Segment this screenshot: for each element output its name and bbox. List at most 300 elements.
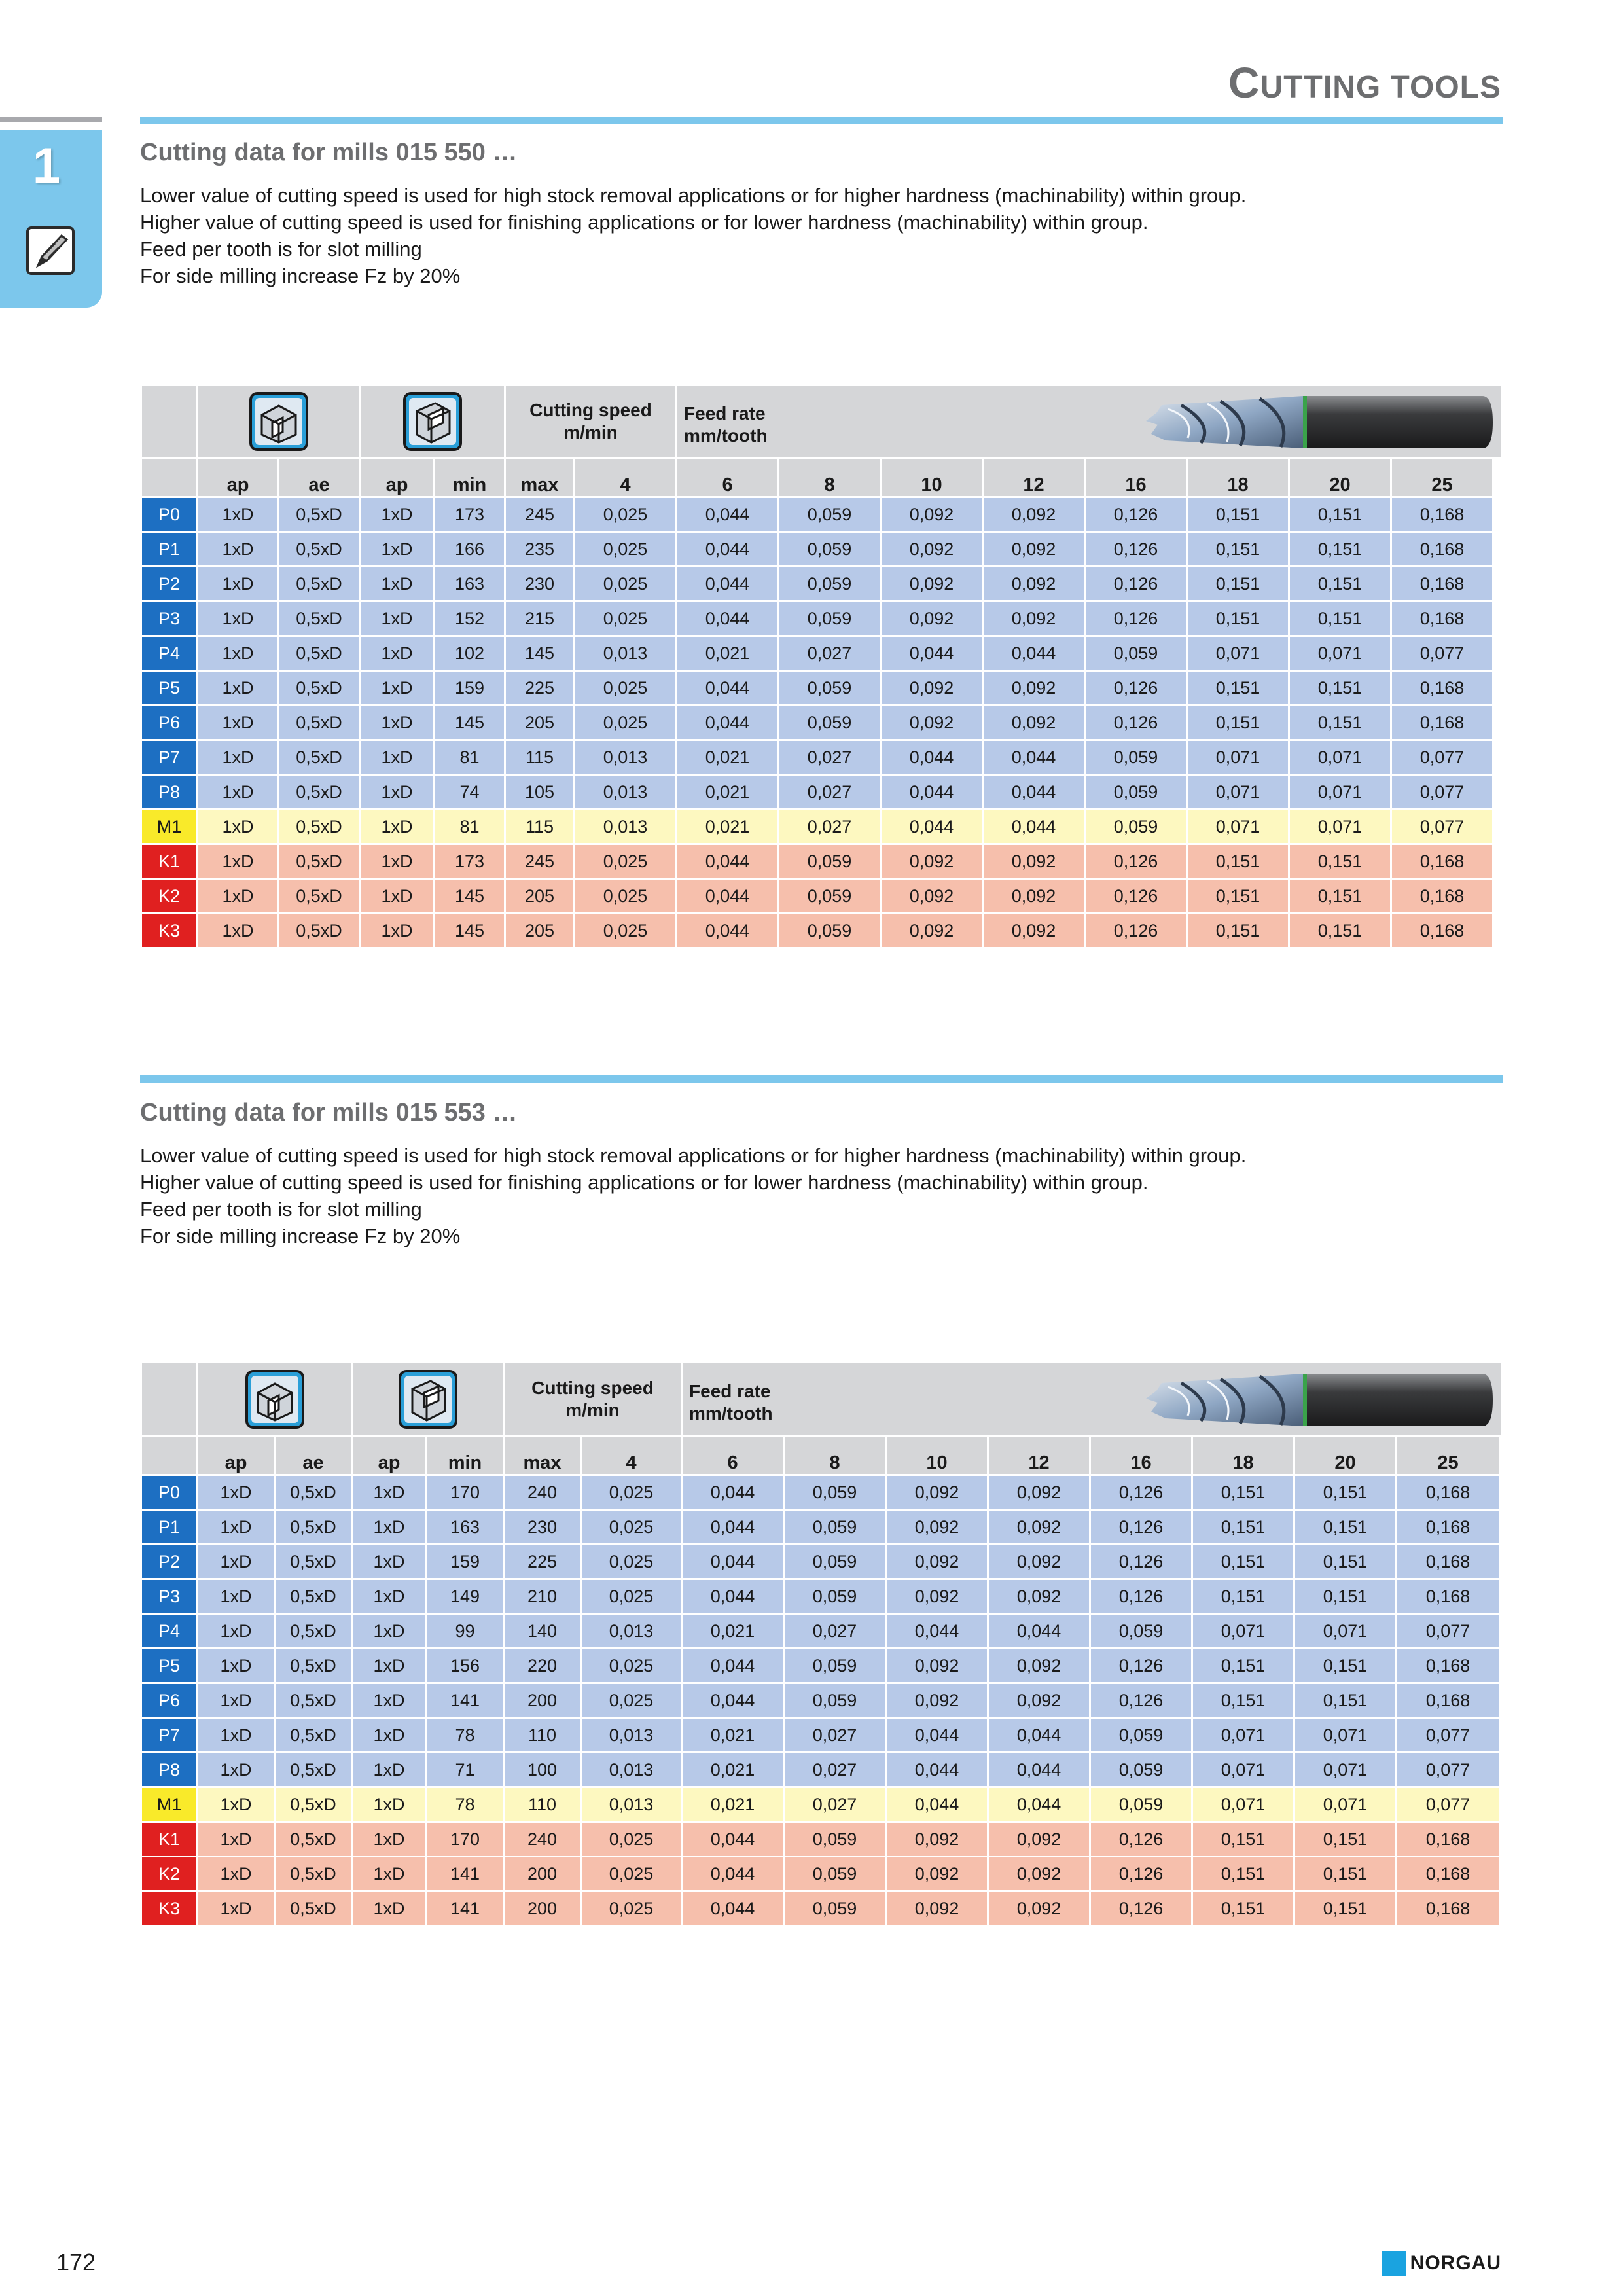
table-cell: 1xD — [360, 532, 435, 567]
column-header: 6 — [677, 459, 779, 497]
table-cell: 1xD — [352, 1475, 427, 1510]
table-cell: 0,092 — [988, 1545, 1090, 1579]
table-row — [141, 532, 1502, 567]
chapter-divider — [0, 117, 102, 122]
table-cell: 1xD — [198, 914, 279, 948]
table-cell: 205 — [505, 879, 575, 914]
table-cell: 0,025 — [581, 1475, 682, 1510]
table-cell: 0,044 — [682, 1822, 784, 1857]
table-cell: 0,059 — [1085, 740, 1187, 775]
table-cell: 0,025 — [581, 1683, 682, 1718]
table-cell: 0,044 — [682, 1892, 784, 1926]
table-cell: 1xD — [198, 1579, 275, 1614]
table-cell: 230 — [504, 1510, 581, 1545]
column-header: ap — [198, 1437, 275, 1475]
table-cell: 1xD — [198, 497, 279, 532]
table-cell: 0,059 — [1085, 810, 1187, 844]
table-cell: 1xD — [360, 879, 435, 914]
table-cell: 0,013 — [575, 775, 677, 810]
table-row — [141, 1787, 1502, 1822]
table-cell: 0,168 — [1397, 1822, 1500, 1857]
material-group-code: P0 — [141, 1475, 198, 1510]
table-row — [141, 1614, 1502, 1649]
table-cell: 0,025 — [575, 671, 677, 706]
table-cell: 1xD — [360, 601, 435, 636]
column-header-blank — [141, 459, 198, 497]
table-cell: 1xD — [360, 567, 435, 601]
table-cell: 0,5xD — [275, 1649, 352, 1683]
table-cell: 0,059 — [779, 497, 881, 532]
table-cell: 0,5xD — [279, 567, 360, 601]
table-cell: 0,092 — [881, 567, 983, 601]
table-cell: 0,025 — [575, 497, 677, 532]
table-cell: 0,092 — [983, 706, 1085, 740]
table-cell: 149 — [427, 1579, 504, 1614]
table-cell: 0,168 — [1391, 532, 1493, 567]
table-cell: 1xD — [198, 1787, 275, 1822]
table-cell: 78 — [427, 1718, 504, 1753]
feed-rate-header — [677, 385, 1502, 459]
table-cell: 0,021 — [682, 1718, 784, 1753]
mill-icon — [26, 226, 75, 275]
table-cell: 0,5xD — [275, 1753, 352, 1787]
table-cell: 0,027 — [784, 1718, 886, 1753]
table-cell: 225 — [504, 1545, 581, 1579]
table-cell: 1xD — [198, 810, 279, 844]
table-cell: 0,092 — [988, 1892, 1090, 1926]
table-cell: 235 — [505, 532, 575, 567]
table-cell: 0,092 — [983, 601, 1085, 636]
table-cell: 0,092 — [886, 1857, 988, 1892]
material-group-code: P6 — [141, 1683, 198, 1718]
table-cell: 145 — [435, 879, 505, 914]
material-group-code: K1 — [141, 1822, 198, 1857]
table-cell: 0,151 — [1187, 567, 1289, 601]
column-header: 6 — [682, 1437, 784, 1475]
table-cell: 0,044 — [677, 671, 779, 706]
table-cell: 0,025 — [581, 1892, 682, 1926]
table-cell: 1xD — [352, 1892, 427, 1926]
page-header-title: CUTTING TOOLS — [1228, 58, 1501, 107]
note-line: Higher value of cutting speed is used for finishing applications or for lower hardness (machinability) within group. — [140, 1171, 1149, 1194]
table-row — [141, 914, 1502, 948]
end-mill-image — [1142, 392, 1495, 452]
feed-rate-unit: mm/tooth — [689, 1403, 773, 1424]
column-header: 8 — [784, 1437, 886, 1475]
table-cell: 0,059 — [1085, 775, 1187, 810]
table-cell: 0,168 — [1397, 1579, 1500, 1614]
table-cell: 1xD — [352, 1857, 427, 1892]
table-cell: 0,025 — [575, 532, 677, 567]
table-cell: 100 — [504, 1753, 581, 1787]
table-cell: 0,025 — [575, 914, 677, 948]
table-cell: 0,059 — [779, 601, 881, 636]
table-cell: 0,151 — [1192, 1475, 1294, 1510]
slot-milling-icon — [249, 391, 309, 452]
table-cell: 1xD — [352, 1545, 427, 1579]
table-cell: 1xD — [198, 671, 279, 706]
table-cell: 0,059 — [784, 1683, 886, 1718]
table-cell: 0,059 — [784, 1649, 886, 1683]
table-cell: 0,027 — [779, 775, 881, 810]
table-cell: 102 — [435, 636, 505, 671]
table-cell: 0,5xD — [279, 636, 360, 671]
table-cell: 0,168 — [1397, 1683, 1500, 1718]
material-group-code: P5 — [141, 1649, 198, 1683]
table-cell: 0,077 — [1391, 636, 1493, 671]
table-cell: 166 — [435, 532, 505, 567]
material-group-code: K3 — [141, 914, 198, 948]
table-cell: 0,151 — [1192, 1857, 1294, 1892]
material-group-code: P5 — [141, 671, 198, 706]
table-cell: 1xD — [198, 567, 279, 601]
table-cell: 0,126 — [1085, 671, 1187, 706]
note-line: Lower value of cutting speed is used for high stock removal applications or for higher hardness (machinability) within group. — [140, 1144, 1247, 1167]
table-cell: 245 — [505, 497, 575, 532]
table-cell: 1xD — [352, 1649, 427, 1683]
table-cell: 0,126 — [1085, 914, 1187, 948]
table-cell: 141 — [427, 1892, 504, 1926]
table-cell: 0,077 — [1391, 810, 1493, 844]
table-cell: 0,044 — [983, 740, 1085, 775]
table-cell: 0,021 — [677, 810, 779, 844]
table-cell: 170 — [427, 1822, 504, 1857]
table-cell: 0,027 — [779, 636, 881, 671]
table-cell: 0,044 — [881, 775, 983, 810]
table-cell: 1xD — [198, 1892, 275, 1926]
table-cell: 0,013 — [581, 1718, 682, 1753]
table-cell: 0,059 — [779, 844, 881, 879]
table-cell: 0,092 — [886, 1892, 988, 1926]
column-header: min — [435, 459, 505, 497]
table-cell: 0,044 — [988, 1753, 1090, 1787]
table-cell: 0,151 — [1187, 497, 1289, 532]
table-cell: 0,151 — [1289, 844, 1391, 879]
cutting-speed-unit: m/min — [563, 422, 618, 442]
note-line: For side milling increase Fz by 20% — [140, 1225, 461, 1247]
material-group-code: P8 — [141, 775, 198, 810]
table-cell: 0,025 — [581, 1822, 682, 1857]
table-cell: 0,044 — [988, 1614, 1090, 1649]
material-group-code: P4 — [141, 636, 198, 671]
table-cell: 1xD — [198, 879, 279, 914]
table-cell: 0,092 — [881, 879, 983, 914]
table-cell: 1xD — [198, 1510, 275, 1545]
table-cell: 1xD — [352, 1753, 427, 1787]
table-cell: 0,5xD — [275, 1683, 352, 1718]
table-cell: 245 — [505, 844, 575, 879]
table-cell: 0,151 — [1289, 671, 1391, 706]
column-header: 16 — [1090, 1437, 1192, 1475]
table-cell: 163 — [427, 1510, 504, 1545]
table-body — [141, 1475, 1502, 1926]
table-row — [141, 1510, 1502, 1545]
table-cell: 0,092 — [886, 1579, 988, 1614]
material-group-code: P4 — [141, 1614, 198, 1649]
table-cell: 0,044 — [677, 914, 779, 948]
table-cell: 0,168 — [1397, 1510, 1500, 1545]
table-cell: 0,151 — [1294, 1475, 1397, 1510]
table-cell: 0,044 — [682, 1579, 784, 1614]
table-cell: 0,044 — [988, 1787, 1090, 1822]
table-row — [141, 601, 1502, 636]
table-cell: 0,168 — [1391, 601, 1493, 636]
slot-milling-icon — [245, 1369, 305, 1429]
cutting-speed-label: Cutting speed — [529, 400, 652, 420]
table-cell: 0,071 — [1192, 1753, 1294, 1787]
table-cell: 115 — [505, 810, 575, 844]
table-cell: 81 — [435, 740, 505, 775]
table-cell: 205 — [505, 914, 575, 948]
table-cell: 225 — [505, 671, 575, 706]
column-header: 16 — [1085, 459, 1187, 497]
table-cell: 0,059 — [784, 1857, 886, 1892]
table-cell: 0,151 — [1192, 1510, 1294, 1545]
table-row — [141, 1475, 1502, 1510]
feed-rate-label-wrap — [683, 1380, 773, 1425]
table-cell: 1xD — [352, 1822, 427, 1857]
column-header: 4 — [581, 1437, 682, 1475]
table-cell: 0,059 — [779, 914, 881, 948]
table-cell: 0,059 — [784, 1475, 886, 1510]
column-header-row — [141, 459, 1502, 497]
table-cell: 0,027 — [784, 1753, 886, 1787]
table-cell: 110 — [504, 1718, 581, 1753]
brand-name: NORGAU — [1410, 2252, 1501, 2274]
table-cell: 173 — [435, 844, 505, 879]
corner-cell — [141, 1363, 198, 1437]
table-cell: 0,151 — [1289, 567, 1391, 601]
table-cell: 0,5xD — [279, 601, 360, 636]
table-cell: 0,092 — [881, 601, 983, 636]
table-cell: 0,092 — [988, 1510, 1090, 1545]
table-cell: 71 — [427, 1753, 504, 1787]
table-cell: 1xD — [360, 914, 435, 948]
column-header: ap — [198, 459, 279, 497]
chapter-tab[interactable] — [0, 130, 102, 308]
table-cell: 0,044 — [677, 706, 779, 740]
table-cell: 0,168 — [1391, 567, 1493, 601]
table-cell: 141 — [427, 1683, 504, 1718]
section-notes — [140, 182, 1503, 289]
table-cell: 141 — [427, 1857, 504, 1892]
material-group-code: P2 — [141, 1545, 198, 1579]
table-cell: 0,021 — [682, 1614, 784, 1649]
table-cell: 0,5xD — [279, 706, 360, 740]
table-cell: 0,151 — [1289, 914, 1391, 948]
table-cell: 0,092 — [983, 844, 1085, 879]
table-cell: 0,126 — [1085, 601, 1187, 636]
table-cell: 0,092 — [983, 671, 1085, 706]
table-cell: 1xD — [360, 636, 435, 671]
table-cell: 0,077 — [1397, 1718, 1500, 1753]
feed-rate-header — [682, 1363, 1502, 1437]
feed-rate-unit: mm/tooth — [684, 425, 768, 446]
table-cell: 0,092 — [886, 1649, 988, 1683]
feed-rate-label: Feed rate — [684, 403, 766, 423]
table-cell: 1xD — [360, 844, 435, 879]
table-cell: 0,168 — [1391, 879, 1493, 914]
table-cell: 0,5xD — [279, 879, 360, 914]
table-cell: 0,126 — [1085, 706, 1187, 740]
table-cell: 0,071 — [1289, 636, 1391, 671]
table-cell: 0,025 — [581, 1579, 682, 1614]
table-cell: 0,013 — [575, 636, 677, 671]
table-cell: 105 — [505, 775, 575, 810]
table-cell: 0,077 — [1391, 775, 1493, 810]
section-notes — [140, 1142, 1503, 1249]
table-cell: 0,044 — [677, 497, 779, 532]
table-cell: 0,126 — [1085, 532, 1187, 567]
table-cell: 0,059 — [779, 879, 881, 914]
table-cell: 1xD — [198, 844, 279, 879]
section-015-553 — [140, 1096, 1503, 1918]
section-015-550 — [140, 136, 1503, 941]
table-cell: 1xD — [198, 601, 279, 636]
slot-milling-icon-cell — [198, 1363, 352, 1437]
end-mill-image — [1142, 1370, 1495, 1430]
table-row — [141, 1545, 1502, 1579]
table-row — [141, 1857, 1502, 1892]
table-cell: 0,151 — [1294, 1579, 1397, 1614]
table-cell: 0,025 — [581, 1545, 682, 1579]
column-header: ap — [352, 1437, 427, 1475]
column-header: 25 — [1391, 459, 1493, 497]
section-title: Cutting data for mills 015 553 … — [140, 1099, 518, 1126]
column-header: ap — [360, 459, 435, 497]
table-cell: 0,044 — [677, 844, 779, 879]
material-group-code: P2 — [141, 567, 198, 601]
table-cell: 0,044 — [886, 1614, 988, 1649]
side-milling-icon-cell — [352, 1363, 504, 1437]
table-cell: 0,071 — [1192, 1787, 1294, 1822]
table-cell: 0,092 — [886, 1545, 988, 1579]
table-cell: 0,151 — [1187, 914, 1289, 948]
table-cell: 140 — [504, 1614, 581, 1649]
table-cell: 0,5xD — [279, 740, 360, 775]
column-header: 8 — [779, 459, 881, 497]
table-cell: 0,168 — [1391, 706, 1493, 740]
table-row — [141, 810, 1502, 844]
table-cell: 0,126 — [1090, 1649, 1192, 1683]
material-group-code: M1 — [141, 1787, 198, 1822]
table-cell: 0,151 — [1289, 532, 1391, 567]
table-cell: 0,059 — [1090, 1614, 1192, 1649]
table-cell: 152 — [435, 601, 505, 636]
table-row — [141, 1649, 1502, 1683]
table-cell: 0,126 — [1090, 1892, 1192, 1926]
table-cell: 1xD — [360, 497, 435, 532]
table-cell: 0,027 — [779, 810, 881, 844]
table-cell: 0,044 — [881, 740, 983, 775]
table-row — [141, 1718, 1502, 1753]
table-cell: 0,025 — [581, 1857, 682, 1892]
note-line: Lower value of cutting speed is used for high stock removal applications or for higher hardness (machinability) within group. — [140, 184, 1247, 207]
table-cell: 0,168 — [1397, 1649, 1500, 1683]
table-cell: 240 — [504, 1822, 581, 1857]
table-cell: 0,071 — [1192, 1718, 1294, 1753]
table-cell: 0,059 — [784, 1510, 886, 1545]
table-cell: 0,126 — [1085, 879, 1187, 914]
brand-logo[interactable] — [1382, 2250, 1501, 2276]
table-cell: 0,092 — [988, 1579, 1090, 1614]
table-cell: 0,151 — [1192, 1649, 1294, 1683]
material-group-code: P0 — [141, 497, 198, 532]
table-cell: 145 — [435, 914, 505, 948]
table-cell: 0,027 — [784, 1614, 886, 1649]
table-cell: 0,027 — [779, 740, 881, 775]
feed-rate-label-wrap — [677, 403, 768, 447]
table-cell: 1xD — [360, 706, 435, 740]
table-cell: 0,168 — [1391, 844, 1493, 879]
column-header: ae — [275, 1437, 352, 1475]
cutting-data-table — [140, 1361, 1503, 1927]
table-cell: 78 — [427, 1787, 504, 1822]
table-cell: 1xD — [198, 1857, 275, 1892]
feed-rate-label: Feed rate — [689, 1381, 771, 1401]
table-cell: 0,044 — [682, 1649, 784, 1683]
table-cell: 0,044 — [677, 879, 779, 914]
table-row — [141, 1683, 1502, 1718]
material-group-code: K2 — [141, 1857, 198, 1892]
table-cell: 1xD — [352, 1718, 427, 1753]
table-cell: 0,071 — [1294, 1753, 1397, 1787]
table-cell: 0,151 — [1187, 671, 1289, 706]
note-line: Feed per tooth is for slot milling — [140, 1198, 422, 1221]
table-cell: 1xD — [198, 532, 279, 567]
table-cell: 1xD — [198, 1475, 275, 1510]
table-cell: 0,168 — [1397, 1475, 1500, 1510]
table-cell: 0,151 — [1192, 1892, 1294, 1926]
table-cell: 0,059 — [784, 1579, 886, 1614]
table-cell: 0,044 — [682, 1857, 784, 1892]
table-row — [141, 844, 1502, 879]
table-cell: 0,151 — [1187, 532, 1289, 567]
table-cell: 0,025 — [575, 567, 677, 601]
table-cell: 0,092 — [881, 532, 983, 567]
material-group-code: P6 — [141, 706, 198, 740]
column-header: 12 — [983, 459, 1085, 497]
material-group-code: K1 — [141, 844, 198, 879]
table-cell: 0,5xD — [275, 1510, 352, 1545]
table-cell: 1xD — [198, 636, 279, 671]
table-cell: 0,092 — [988, 1683, 1090, 1718]
table-cell: 0,5xD — [279, 497, 360, 532]
table-cell: 200 — [504, 1892, 581, 1926]
table-cell: 74 — [435, 775, 505, 810]
table-cell: 0,071 — [1187, 636, 1289, 671]
table-cell: 0,092 — [881, 706, 983, 740]
table-cell: 0,092 — [988, 1822, 1090, 1857]
table-cell: 0,027 — [784, 1787, 886, 1822]
table-cell: 0,021 — [677, 636, 779, 671]
table-cell: 0,151 — [1192, 1545, 1294, 1579]
table-cell: 99 — [427, 1614, 504, 1649]
table-cell: 0,092 — [983, 567, 1085, 601]
table-cell: 0,151 — [1294, 1649, 1397, 1683]
table-cell: 0,5xD — [279, 775, 360, 810]
table-cell: 0,092 — [886, 1475, 988, 1510]
table-cell: 0,059 — [784, 1822, 886, 1857]
table-cell: 1xD — [198, 1822, 275, 1857]
table-cell: 115 — [505, 740, 575, 775]
table-cell: 110 — [504, 1787, 581, 1822]
table-row — [141, 1579, 1502, 1614]
side-milling-icon-cell — [360, 385, 505, 459]
table-cell: 0,126 — [1090, 1822, 1192, 1857]
table-cell: 0,168 — [1391, 497, 1493, 532]
table-cell: 0,025 — [581, 1510, 682, 1545]
